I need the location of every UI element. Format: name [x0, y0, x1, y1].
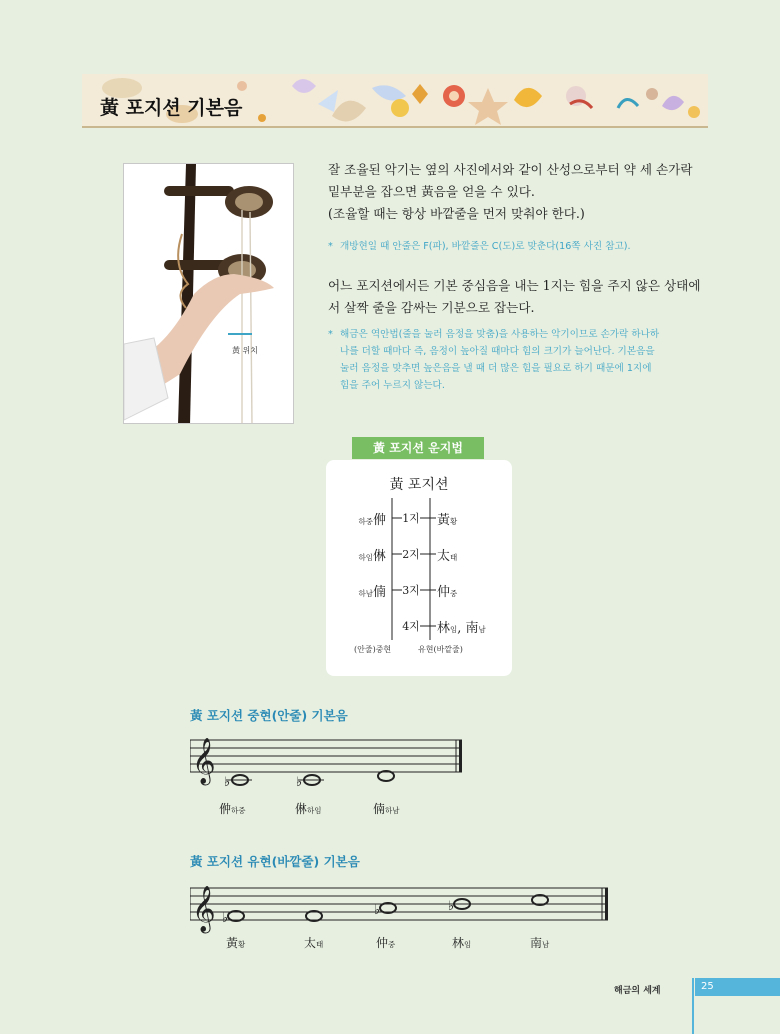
- fingering-row-4-finger: 4지: [402, 620, 420, 633]
- section-2-title: 黃 포지션 유현(바깥줄) 기본음: [190, 854, 360, 869]
- note-2: [328, 326, 718, 394]
- svg-text:♭: ♭: [374, 903, 381, 918]
- svg-text:♭: ♭: [448, 899, 455, 914]
- note-2-line-1: 해금은 역안법(줄을 눌러 음정을 맞춤)을 사용하는 악기이므로 손가락 하나하: [340, 329, 660, 340]
- staff-1: [190, 736, 465, 800]
- haegeum-photo: [123, 163, 294, 424]
- fingering-row-1-right: 黃황: [437, 513, 458, 528]
- svg-text:♭: ♭: [224, 775, 231, 790]
- note-2-line-4: 힘을 주어 누르지 않는다.: [340, 380, 445, 391]
- paragraph-1-line-2: 밑부분을 잡으면 黃음을 얻을 수 있다.: [328, 184, 535, 199]
- section-2-note-1: 黃황: [226, 936, 246, 950]
- fingering-row-4-right: 林임, 南남: [437, 621, 486, 636]
- treble-clef-icon: 𝄞: [192, 738, 216, 784]
- fingering-header: 黃 포지션 운지법: [352, 437, 484, 459]
- note-2-line-2: 나를 더할 때마다 즉, 음정이 높아질 때마다 힘의 크기가 늘어난다. 기본음을: [340, 346, 655, 357]
- fingering-title: 黃 포지션: [389, 477, 449, 493]
- paragraph-2-line-2: 서 살짝 줄을 감싸는 기분으로 잡는다.: [328, 300, 535, 315]
- fingering-foot-right: 유현(바깥줄): [418, 645, 463, 654]
- treble-clef-icon: 𝄞: [192, 886, 216, 932]
- note-2-line-3: 눌러 음정을 맞추면 높은음을 낼 때 더 많은 힘을 필요로 하기 때문에 1지에: [340, 363, 652, 374]
- fingering-row-2-right: 太태: [437, 549, 458, 564]
- note-2-star: *: [328, 329, 333, 340]
- fingering-row-1-left: 하중㑖: [358, 513, 386, 528]
- paragraph-2: [328, 275, 718, 319]
- fingering-row-3-finger: 3지: [402, 584, 420, 597]
- section-1-note-2: 㑣하임: [295, 802, 322, 816]
- fingering-row-3-left: 하남㑲: [358, 585, 386, 600]
- note-1-text: 개방현일 때 안줄은 F(파), 바깥줄은 C(도)로 맞춘다(16쪽 사진 참고).: [340, 241, 631, 252]
- section-2-note-4: 林임: [452, 936, 472, 950]
- paragraph-1: [328, 159, 718, 225]
- fingering-row-2-left: 하임㑣: [358, 549, 386, 564]
- staff-2-notes: [222, 895, 548, 926]
- svg-text:♭: ♭: [222, 911, 229, 926]
- paragraph-1-line-3: (조율할 때는 항상 바깥줄을 먼저 맞춰야 한다.): [328, 206, 585, 221]
- section-1-note-1: 㑖하중: [219, 802, 246, 816]
- footer-book-title: 해금의 세계: [614, 986, 661, 996]
- svg-text:♭: ♭: [296, 775, 303, 790]
- section-2-note-3: 仲중: [376, 936, 396, 950]
- photo-label: 黃 위치: [232, 346, 258, 355]
- note-1: [328, 238, 718, 255]
- fingering-row-3-right: 仲중: [437, 585, 458, 600]
- paragraph-2-line-1: 어느 포지션에서든 기본 중심음을 내는 1지는 힘을 주지 않은 상태에: [328, 278, 701, 293]
- page-rule: [692, 978, 694, 1034]
- staff-2: [190, 884, 610, 934]
- haegeum-illustration-icon: [124, 164, 294, 424]
- section-2-note-2: 太태: [304, 936, 324, 950]
- note-1-star: *: [328, 241, 333, 252]
- page-number: 25: [695, 978, 780, 996]
- fingering-foot-left: (안줄)중현: [354, 645, 392, 654]
- fingering-row-1-finger: 1지: [402, 512, 420, 525]
- staff-1-notes: [224, 771, 394, 790]
- header-banner: [82, 74, 708, 128]
- fingering-chart: [326, 460, 512, 676]
- section-1-title: 黃 포지션 중현(안줄) 기본음: [190, 708, 348, 723]
- section-1-note-3: 㑲하남: [373, 802, 400, 816]
- page-title: 黃 포지션 기본음: [100, 97, 243, 119]
- section-2-note-5: 南남: [530, 936, 550, 950]
- fingering-row-2-finger: 2지: [402, 548, 420, 561]
- paragraph-1-line-1: 잘 조율된 악기는 옆의 사진에서와 같이 산성으로부터 약 세 손가락: [328, 162, 693, 177]
